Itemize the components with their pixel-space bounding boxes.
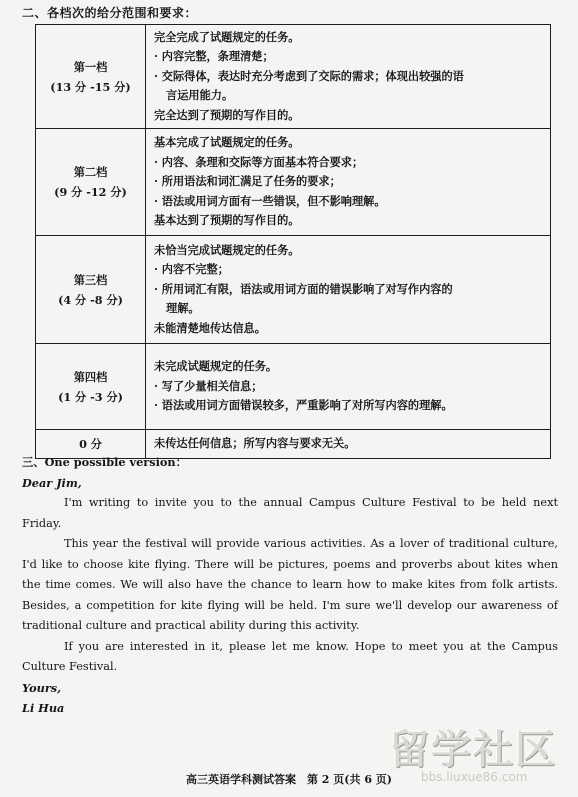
grade-range: (4 分 -8 分) (58, 292, 123, 307)
letter-signature: Li Hua (22, 701, 65, 715)
grading-rubric-table (35, 24, 551, 459)
grade-cell (36, 344, 146, 430)
grade-label: 第三档 (73, 272, 108, 287)
requirement-line: 理解。 (166, 301, 200, 316)
table-row (36, 129, 551, 236)
requirement-line: · 内容完整，条理清楚； (154, 49, 274, 64)
sample-letter (22, 452, 558, 719)
requirement-line: 未能清楚地传达信息。 (154, 320, 266, 335)
page-footer: 高三英语学科测试答案 第 2 页(共 6 页) (185, 773, 393, 786)
letter-paragraph: I'm writing to invite you to the annual Campus Culture Festival to be held next Friday. (22, 496, 558, 530)
letter-closing: Yours, (22, 680, 62, 695)
requirement-line: · 语法或用词方面错误较多，严重影响了对所写内容的理解。 (154, 398, 453, 413)
grade-cell (36, 129, 146, 236)
site-watermark (389, 718, 564, 792)
section-title-sample: 三、One possible version： (22, 455, 187, 469)
grade-requirements (146, 25, 551, 129)
grade-range: (1 分 -3 分) (58, 389, 123, 404)
table-row (36, 236, 551, 344)
requirement-line: · 所用词汇有限，语法或用词方面的错误影响了对写作内容的 (154, 281, 453, 296)
grade-requirements (146, 129, 551, 236)
requirement-line: 基本完成了试题规定的任务。 (154, 135, 300, 150)
letter-salutation: Dear Jim, (22, 475, 82, 490)
requirement-line: · 内容、条理和交际等方面基本符合要求； (154, 154, 364, 169)
requirement-line: · 写了少量相关信息； (154, 378, 263, 393)
grade-range: (13 分 -15 分) (50, 79, 131, 94)
table-row (36, 344, 551, 430)
grade-label: 第四档 (73, 369, 108, 384)
grade-cell (36, 236, 146, 344)
grade-range: (9 分 -12 分) (54, 185, 127, 199)
grade-requirements (146, 344, 551, 430)
requirement-line: 未完成试题规定的任务。 (154, 359, 278, 374)
requirement-line: 完全完成了试题规定的任务。 (154, 29, 300, 44)
watermark-url: bbs.liuxue86.com (421, 770, 528, 784)
grade-label: 第二档 (73, 165, 108, 179)
grade-cell (36, 25, 146, 129)
requirement-line: 完全达到了预期的写作目的。 (154, 107, 300, 122)
grade-label: 第一档 (73, 59, 108, 74)
requirement-line: · 交际得体，表达时充分考虑到了交际的需求；体现出较强的语 (154, 68, 464, 83)
grade-label: 0 分 (79, 437, 102, 451)
requirement-line: 言运用能力。 (166, 88, 234, 103)
letter-paragraph: If you are interested in it, please let me know. Hope to meet you at the Campus Culture Festival. (22, 639, 558, 673)
requirement-line: · 所用语法和词汇满足了任务的要求； (154, 174, 341, 189)
letter-paragraph: This year the festival will provide various activities. As a lover of traditional culture, I'd like to choose kite flying. There will be pictures, poems and proverbs about kites when the time comes. We will also have the chance to learn how to make kites from folk artists. Besides, a competition for kite flying will be held. I'm sure we'll develop our awareness of traditional culture and practical ability during this activity. (22, 537, 558, 632)
grade-requirements (146, 236, 551, 344)
requirement-line: 未传达任何信息；所写内容与要求无关。 (154, 436, 356, 451)
watermark-logo-text: 留学社区 (389, 727, 557, 773)
requirement-line: · 语法或用词方面有一些错误，但不影响理解。 (154, 193, 386, 208)
requirement-line: 未恰当完成试题规定的任务。 (154, 242, 300, 257)
table-row (36, 25, 551, 129)
section-title-grading: 二、各档次的给分范围和要求： (22, 6, 198, 20)
requirement-line: 基本达到了预期的写作目的。 (154, 213, 300, 228)
requirement-line: · 内容不完整； (154, 262, 229, 277)
